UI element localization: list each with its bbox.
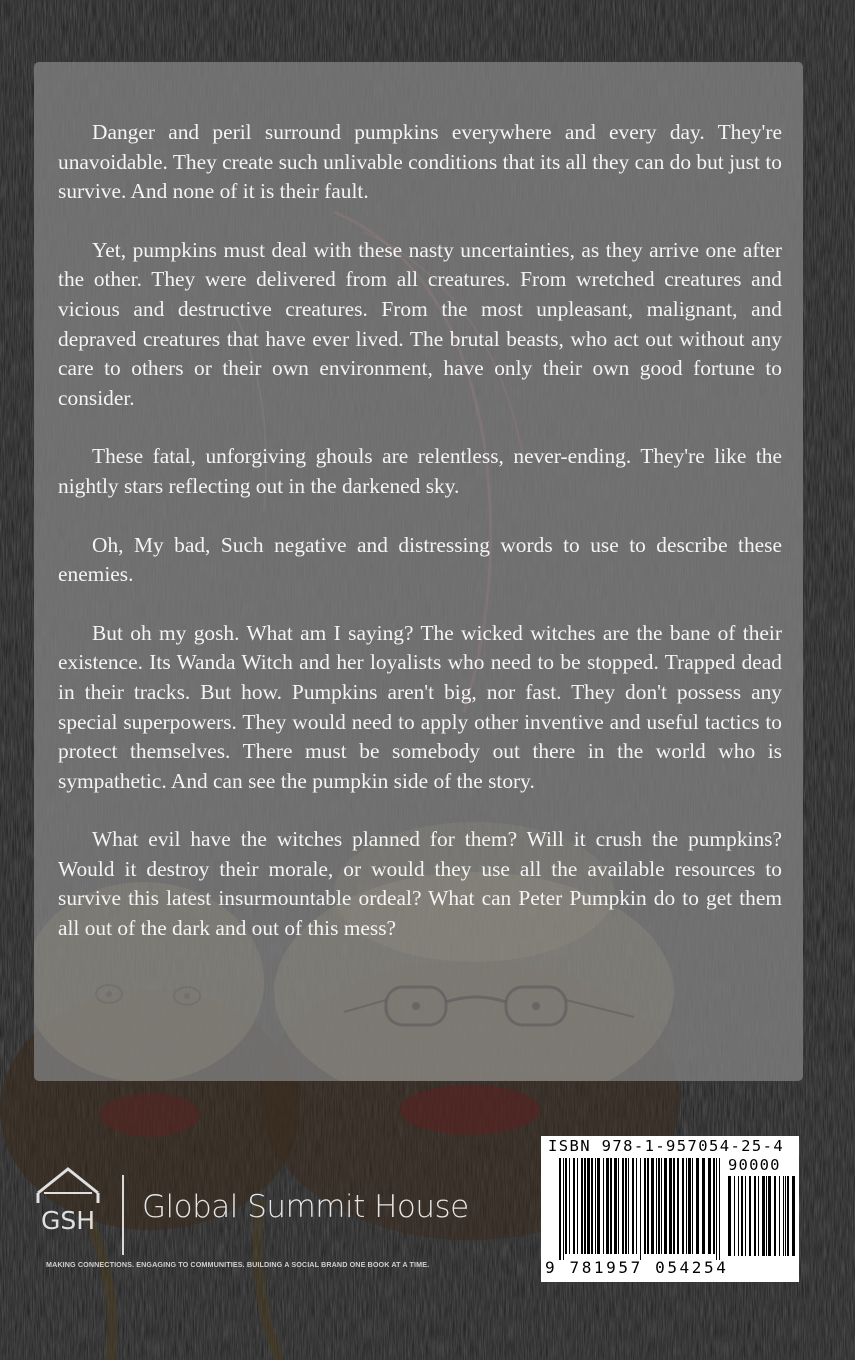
isbn-barcode bbox=[541, 1136, 799, 1282]
house-logo-icon bbox=[34, 1165, 102, 1235]
isbn-label: ISBN 978-1-957054-25-4 bbox=[548, 1137, 785, 1155]
logo-letters: GSH bbox=[40, 1206, 96, 1235]
blurb-paragraph-3 bbox=[58, 442, 782, 501]
blurb-paragraph-2 bbox=[58, 236, 782, 414]
blurb-paragraph-6-text: What evil have the witches planned for them? Will it crush the pumpkins? Would it destroy their morale, or would they use all the available resources to survive this latest insurmountable ordeal? What can Peter Pumpkin do to get them all out of the dark and out of this mess? bbox=[58, 827, 782, 941]
blurb-paragraph-6 bbox=[58, 825, 782, 943]
logo-divider bbox=[122, 1175, 124, 1255]
blurb-text bbox=[58, 118, 782, 944]
publisher-logo bbox=[34, 1165, 474, 1255]
blurb-paragraph-4 bbox=[58, 531, 782, 590]
blurb-paragraph-1-text: Danger and peril surround pumpkins everywhere and every day. They're unavoidable. They create such unlivable conditions that its all they can do but just to survive. And none of it is their fault. bbox=[58, 120, 782, 204]
blurb-paragraph-3-text: These fatal, unforgiving ghouls are relentless, never-ending. They're like the nightly stars reflecting out in the darkened sky. bbox=[58, 444, 782, 498]
ean-digits: 9 781957 054254 bbox=[545, 1258, 729, 1277]
blurb-paragraph-5 bbox=[58, 619, 782, 797]
price-addon: 90000 bbox=[728, 1156, 781, 1174]
blurb-paragraph-4-text: Oh, My bad, Such negative and distressing words to use to describe these enemies. bbox=[58, 532, 782, 587]
publisher-name: Global Summit House bbox=[142, 1189, 469, 1225]
publisher-tagline: MAKING CONNECTIONS. ENGAGING TO COMMUNITIES. BUILDING A SOCIAL BRAND ONE BOOK AT A TIME. bbox=[46, 1260, 430, 1269]
blurb-paragraph-1 bbox=[58, 118, 782, 207]
blurb-paragraph-2-text: Yet, pumpkins must deal with these nasty uncertainties, as they arrive one after the other. They were delivered from all creatures. From wretched creatures and vicious and destructive creatures. From the most unpleasant, malignant, and depraved creatures that have ever lived. The brutal beasts, who act out without any care to others or their own environment, have only their own good fortune to consider. bbox=[58, 237, 782, 410]
blurb-paragraph-5-text: But oh my gosh. What am I saying? The wicked witches are the bane of their existence. Its Wanda Witch and her loyalists who need to be stopped. Trapped dead in their tracks. But how. Pumpkins aren't big, nor fast. They don't possess any special superpowers. They would need to apply other inventive and useful tactics to protect themselves. There must be somebody out there in the world who is sympathetic. And can see the pumpkin side of the story. bbox=[58, 620, 782, 793]
blurb-panel bbox=[34, 62, 803, 1081]
